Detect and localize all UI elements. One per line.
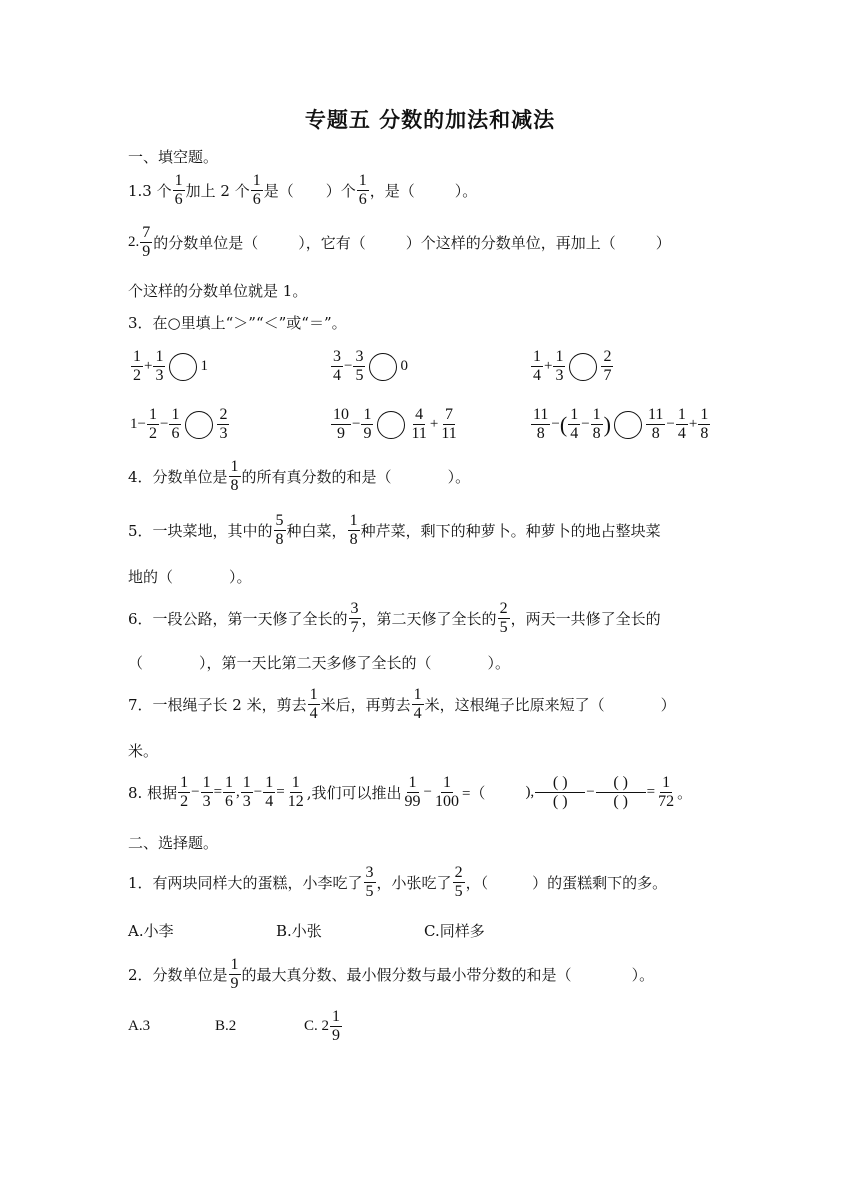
text: 3．在○里填上“＞”“＜”或“＝”。 xyxy=(128,314,347,332)
question-2-2: 2．分数单位是 $\frac{1}{9}$ 的最大真分数、最小假分数与最小带分数的和是（ ）。 xyxy=(128,956,655,992)
text: ） xyxy=(655,234,671,252)
question-1-7: 7．一根绳子长 2 米，剪去 $\frac{1}{4}$ 米后，再剪去 $\frac{1}{4}$ 米，这根绳子比原来短了（ ） xyxy=(128,686,676,722)
question-1-2-line2 xyxy=(128,280,307,301)
text: ）。 xyxy=(487,654,511,672)
fraction: $\frac{1}{6}$ xyxy=(174,172,183,208)
text: ，是（ xyxy=(369,182,415,200)
text: 米。 xyxy=(128,742,159,760)
question-1-8: 8. 根据 $\frac{1}{2}$ − $\frac{1}{3}$ = $\frac{1}{6}$ , $\frac{1}{3}$ − $\frac{1}{4}$ = $\frac{1}{12}$ ,我们可以推出 $\frac{1}{99}$ − $\frac{1}{100}$ =（ ), $\frac{( )}{( )}$ − $\frac{( )}{( )}$ = $\frac{1}{72}$ 。 xyxy=(128,774,693,810)
text: ，小张吃了 xyxy=(376,874,452,892)
text: ，第二天修了全长的 xyxy=(361,610,497,628)
question-1-2 xyxy=(128,224,671,261)
compare-item-1: $\frac{1}{2}$ + $\frac{1}{3}$ 1 xyxy=(133,348,208,384)
question-1-6: 6．一段公路，第一天修了全长的 $\frac{3}{7}$ ，第二天修了全长的 $\frac{2}{5}$ ，两天一共修了全长的 xyxy=(128,600,661,636)
fraction: $\frac{7}{9}$ xyxy=(142,224,151,260)
compare-item-2: $\frac{3}{4}$ − $\frac{3}{5}$ 0 xyxy=(333,348,408,384)
text: ），它有（ xyxy=(298,234,366,252)
question-1-5-line2 xyxy=(128,566,252,587)
text: 8. 根据 xyxy=(128,784,178,802)
option-c[interactable]: C.同样多 xyxy=(424,922,485,940)
option-b[interactable]: B.2 xyxy=(215,1018,237,1034)
section2-heading xyxy=(128,832,218,853)
text: ）。 xyxy=(631,966,655,984)
text: 地的（ xyxy=(128,568,174,586)
page-title: 专题五 分数的加法和减法 xyxy=(304,108,556,132)
fraction: $\frac{1}{8}$ xyxy=(230,458,239,494)
text: ）的蛋糕剩下的多。 xyxy=(532,874,668,892)
question-1-5: 5．一块菜地，其中的 $\frac{5}{8}$ 种白菜， $\frac{1}{8}$ 种芹菜，剩下的种萝卜。种萝卜的地占整块菜 xyxy=(128,512,661,548)
text: 个这样的分数单位就是 1。 xyxy=(128,282,308,300)
text: ，两天一共修了全长的 xyxy=(510,610,661,628)
fraction: $\frac{1}{6}$ xyxy=(358,172,367,208)
compare-item-6: $\frac{11}{8}$ − ( $\frac{1}{4}$ − $\frac{1}{8}$ ) $\frac{11}{8}$ − $\frac{1}{4}$ + $\frac{1}{8}$ xyxy=(533,406,709,442)
question-1-7-line2 xyxy=(128,740,158,761)
question-1-1 xyxy=(128,172,477,209)
option-b[interactable]: B.小张 xyxy=(276,922,322,940)
section1-heading xyxy=(128,146,218,167)
text: 5．一块菜地，其中的 xyxy=(128,522,273,540)
text: 的最大真分数、最小假分数与最小带分数的和是（ xyxy=(241,966,572,984)
text: 的分数单位是（ xyxy=(153,234,259,252)
fraction: $\frac{1}{6}$ xyxy=(252,172,261,208)
option-a[interactable]: A.3 xyxy=(128,1018,151,1034)
compare-circle[interactable] xyxy=(614,411,642,439)
question-2-1: 1．有两块同样大的蛋糕，小李吃了 $\frac{3}{5}$ ，小张吃了 $\frac{2}{5}$ ，（ ）的蛋糕剩下的多。 xyxy=(128,864,668,900)
text: 是（ xyxy=(263,182,294,200)
blank-fraction[interactable]: $\frac{( )}{( )}$ xyxy=(596,774,646,811)
text: 7．一根绳子长 2 米，剪去 xyxy=(128,696,307,714)
text: ）个 xyxy=(325,182,356,200)
question-1-6-line2 xyxy=(128,652,510,673)
text: ,我们可以推出 xyxy=(306,784,402,802)
question-1-3 xyxy=(128,312,347,333)
text: ） xyxy=(660,696,676,714)
text: 米后，再剪去 xyxy=(320,696,411,714)
text: 种芹菜，剩下的种萝卜。种萝卜的地占整块菜 xyxy=(360,522,661,540)
option-a[interactable]: A.小李 xyxy=(128,922,174,940)
heading-text: 一、填空题。 xyxy=(128,148,219,166)
compare-circle[interactable] xyxy=(377,411,405,439)
text: 1.3 个 xyxy=(128,182,172,200)
compare-circle[interactable] xyxy=(369,353,397,381)
text: ）个这样的分数单位，再加上（ xyxy=(405,234,616,252)
text: ）。 xyxy=(447,468,471,486)
text: ）。 xyxy=(454,182,478,200)
text: 1．有两块同样大的蛋糕，小李吃了 xyxy=(128,874,363,892)
text: 种白菜， xyxy=(286,522,347,540)
text: 的所有真分数的和是（ xyxy=(241,468,392,486)
compare-circle[interactable] xyxy=(569,353,597,381)
heading-text: 二、选择题。 xyxy=(128,834,219,852)
compare-item-4: 1− $\frac{1}{2}$ − $\frac{1}{6}$ $\frac{2}{3}$ xyxy=(130,406,228,442)
text: （ xyxy=(128,654,144,672)
text: ）。 xyxy=(229,568,252,586)
text: 2. xyxy=(128,234,140,250)
text: ，（ xyxy=(465,874,489,892)
compare-item-5: $\frac{10}{9}$ − $\frac{1}{9}$ $\frac{4}{11}$ + $\frac{7}{11}$ xyxy=(333,406,457,442)
text: 米，这根绳子比原来短了（ xyxy=(424,696,605,714)
text: 加上 2 个 xyxy=(185,182,250,200)
text: ），第一天比第二天多修了全长的（ xyxy=(199,654,432,672)
blank-fraction[interactable]: $\frac{( )}{( )}$ xyxy=(535,774,585,811)
text: 6．一段公路，第一天修了全长的 xyxy=(128,610,348,628)
text: 4．分数单位是 xyxy=(128,468,228,486)
text: 2．分数单位是 xyxy=(128,966,228,984)
option-c[interactable]: C. 2 $\frac{1}{9}$ xyxy=(304,1008,341,1044)
compare-circle[interactable] xyxy=(185,411,213,439)
compare-item-3: $\frac{1}{4}$ + $\frac{1}{3}$ $\frac{2}{7}$ xyxy=(533,348,612,384)
compare-circle[interactable] xyxy=(169,353,197,381)
question-1-4 xyxy=(128,458,470,495)
